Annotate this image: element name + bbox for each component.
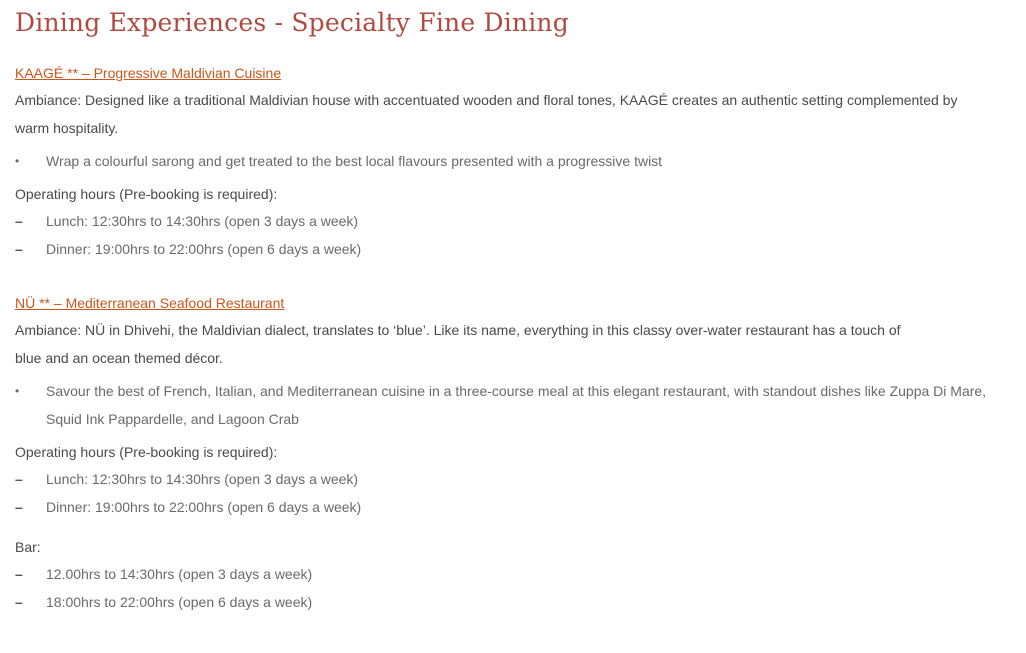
bar-hours-list <box>15 560 1026 616</box>
list-item <box>15 147 1026 175</box>
list-item <box>15 465 1026 493</box>
dash-icon: – <box>15 499 23 515</box>
list-item <box>15 235 1026 263</box>
dash-icon: – <box>15 213 23 229</box>
bullet-icon: • <box>15 154 20 168</box>
hours-list <box>15 207 1026 263</box>
list-item <box>15 560 1026 588</box>
list-item <box>15 493 1026 521</box>
hours-text: Dinner: 19:00hrs to 22:00hrs (open 6 days a week) <box>46 241 362 257</box>
list-item <box>15 377 1026 433</box>
list-item <box>15 207 1026 235</box>
restaurant-heading-link[interactable]: KAAGÉ ** – Progressive Maldivian Cuisine <box>15 65 282 81</box>
restaurant-section-kaage <box>15 40 1026 263</box>
page-title: Dining Experiences - Specialty Fine Dining <box>15 8 569 37</box>
hours-label: Operating hours (Pre-booking is required): <box>15 444 278 460</box>
hours-label: Operating hours (Pre-booking is required): <box>15 186 278 202</box>
dash-icon: – <box>15 471 23 487</box>
bullet-icon: • <box>15 384 20 398</box>
hours-text: Dinner: 19:00hrs to 22:00hrs (open 6 days a week) <box>46 499 362 515</box>
hours-text: Lunch: 12:30hrs to 14:30hrs (open 3 days a week) <box>46 471 359 487</box>
bullet-text: Wrap a colourful sarong and get treated to the best local flavours presented with a progressive twist <box>46 153 663 169</box>
bar-hours-text: 12.00hrs to 14:30hrs (open 3 days a week) <box>46 566 313 582</box>
dash-icon: – <box>15 241 23 257</box>
bar-hours-text: 18:00hrs to 22:00hrs (open 6 days a week) <box>46 594 313 610</box>
ambiance-text: Ambiance: NÜ in Dhivehi, the Maldivian dialect, translates to ‘blue’. Like its name, everything in this classy over-water restaurant has a touch of blue and an ocean themed décor. <box>15 322 901 366</box>
bar-label: Bar: <box>15 539 41 555</box>
restaurant-heading-link[interactable]: NÜ ** – Mediterranean Seafood Restaurant <box>15 295 285 311</box>
dash-icon: – <box>15 594 23 610</box>
hours-text: Lunch: 12:30hrs to 14:30hrs (open 3 days a week) <box>46 213 359 229</box>
hours-list <box>15 465 1026 521</box>
list-item <box>15 588 1026 616</box>
ambiance-text: Ambiance: Designed like a traditional Maldivian house with accentuated wooden and floral tones, KAAGÉ creates an authentic setting complemented by warm hospitality. <box>15 92 958 136</box>
bullet-text: Savour the best of French, Italian, and Mediterranean cuisine in a three-course meal at this elegant restaurant, with standout dishes like Zuppa Di Mare, Squid Ink Pappardelle, and Lagoon Crab <box>46 383 987 427</box>
dash-icon: – <box>15 566 23 582</box>
restaurant-section-nu <box>15 263 1026 616</box>
